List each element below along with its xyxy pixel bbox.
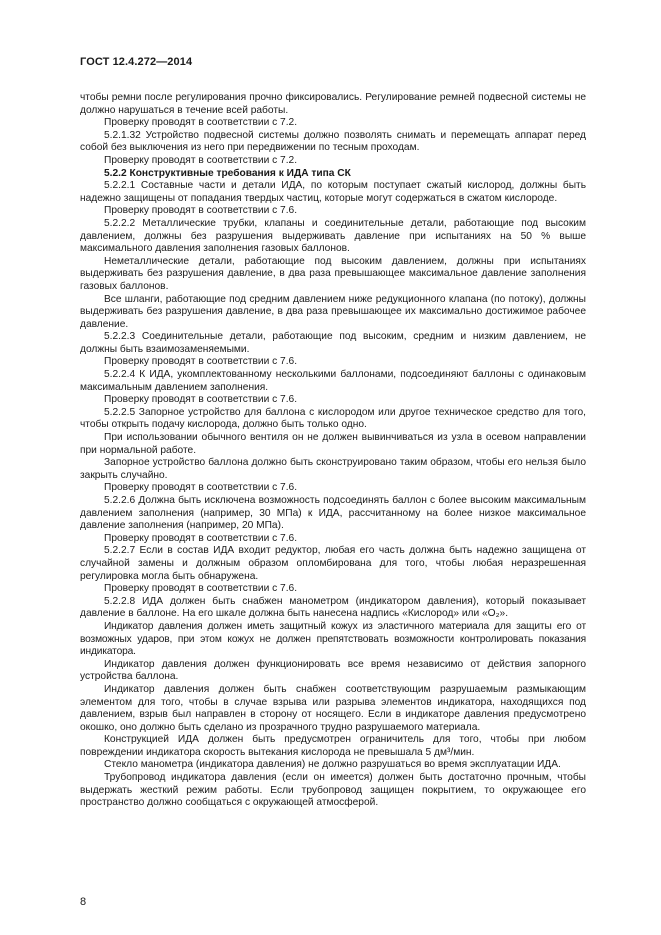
paragraph: 5.2.2.5 Запорное устройство для баллона с кислородом или другое техническое средство для того, чтобы открыть подачу кислорода, должно быть только одно. xyxy=(80,406,586,431)
paragraph: 5.2.2.6 Должна быть исключена возможность подсоединять баллон с более высоким максимальным давлением заполнения (например, 30 МПа) к ИДА, рассчитанному на более низкое максимальное давление заполнения (например, 20 МПа). xyxy=(80,495,586,532)
paragraph: Запорное устройство баллона должно быть сконструировано таким образом, чтобы его нельзя было закрыть случайно. xyxy=(80,457,586,481)
paragraph: 5.2.1.32 Устройство подвесной системы должно позволять снимать и перемещать аппарат перед собой без выключения из него при передвижении по тесным проходам. xyxy=(80,129,586,154)
paragraph: Индикатор давления должен быть снабжен соответствующим разрушаемым размыкающим элементом для того, чтобы в случае взрыва или разрыва элементов индикатора, находящихся под давлением, взрыв был направлен в сторону от носящего. Если в индикаторе давления предусмотрено окошко, оно должно быть сделано из прозрачного трудно разрушаемого материала. xyxy=(80,683,586,733)
paragraph: Конструкцией ИДА должен быть предусмотрен ограничитель для того, чтобы при любом повреждении индикатора скорость вытекания кислорода не превышала 5 дм³/мин. xyxy=(80,734,586,758)
paragraph: Проверку проводят в соответствии с 7.6. xyxy=(104,583,298,595)
paragraph: Проверку проводят в соответствии с 7.6. xyxy=(104,356,298,368)
paragraph: 5.2.2.2 Металлические трубки, клапаны и соединительные детали, работающие под высоким давлением, должны без разрушения выдерживать давление при испытаниях на 50 % выше максимального давления заполнения газовых баллонов. xyxy=(80,217,586,255)
paragraph: Проверку проводят в соответствии с 7.2. xyxy=(104,154,298,166)
document-body xyxy=(80,92,586,810)
paragraph: Индикатор давления должен функционировать все время независимо от действия запорного устройства баллона. xyxy=(80,658,586,683)
paragraph: При использовании обычного вентиля он не должен вывинчиваться из узла в осевом направлении при нормальной работе. xyxy=(80,432,586,456)
paragraph: Все шланги, работающие под средним давлением ниже редукционного клапана (по потоку), должны выдерживать без разрушения давление, в два раза превышающее их максимально достижимое рабочее давление. xyxy=(80,293,586,330)
paragraph: Проверку проводят в соответствии с 7.2. xyxy=(104,117,298,129)
paragraph: 5.2.2.8 ИДА должен быть снабжен манометром (индикатором давления), который показывает давление в баллоне. На его шкале должна быть нанесена надпись «Кислород» или «О₂». xyxy=(80,595,586,620)
section-heading: 5.2.2 Конструктивные требования к ИДА типа СК xyxy=(104,167,351,179)
paragraph: Проверку проводят в соответствии с 7.6. xyxy=(104,532,298,544)
paragraph: Проверку проводят в соответствии с 7.6. xyxy=(104,205,298,217)
paragraph: Проверку проводят в соответствии с 7.6. xyxy=(104,482,298,494)
paragraph: 5.2.2.3 Соединительные детали, работающие под высоким, средним и низким давлением, не должны быть взаимозаменяемыми. xyxy=(80,331,586,355)
paragraph: Трубопровод индикатора давления (если он имеется) должен быть достаточно прочным, чтобы выдержать жесткий режим работы. Если трубопровод защищен покрытием, то окружающее его пространство должно сообщаться с окружающей атмосферой. xyxy=(80,772,586,809)
document-header: ГОСТ 12.4.272—2014 xyxy=(80,56,193,68)
paragraph: чтобы ремни после регулирования прочно фиксировались. Регулирование ремней подвесной системы не должно нарушаться в течение всей работы. xyxy=(80,92,586,116)
paragraph: 5.2.2.4 К ИДА, укомплектованному несколькими баллонами, подсоединяют баллоны с одинаковым максимальным давлением заполнения. xyxy=(80,369,586,393)
paragraph: Индикатор давления должен иметь защитный кожух из эластичного материала для защиты его от возможных ударов, при этом кожух не должен препятствовать возможности контролировать показания индикатора. xyxy=(80,620,586,658)
paragraph: 5.2.2.7 Если в состав ИДА входит редуктор, любая его часть должна быть надежно защищена от случайной замены и должным образом опломбирована для того, чтобы любая неразрешенная регулировка могла быть обнаружена. xyxy=(80,545,586,582)
paragraph: Неметаллические детали, работающие под высоким давлением, должны при испытаниях выдерживать без разрушения давление, в два раза превышающее максимальное давление заполнения газовых баллонов. xyxy=(80,255,586,292)
paragraph: Стекло манометра (индикатора давления) не должно разрушаться во время эксплуатации ИДА. xyxy=(104,759,561,771)
paragraph: Проверку проводят в соответствии с 7.6. xyxy=(104,394,298,406)
page-number: 8 xyxy=(80,896,87,908)
paragraph: 5.2.2.1 Составные части и детали ИДА, по которым поступает сжатый кислород, должны быть надежно защищены от попадания твердых частиц, которые могут содержаться в сжатом кислороде. xyxy=(80,180,586,204)
